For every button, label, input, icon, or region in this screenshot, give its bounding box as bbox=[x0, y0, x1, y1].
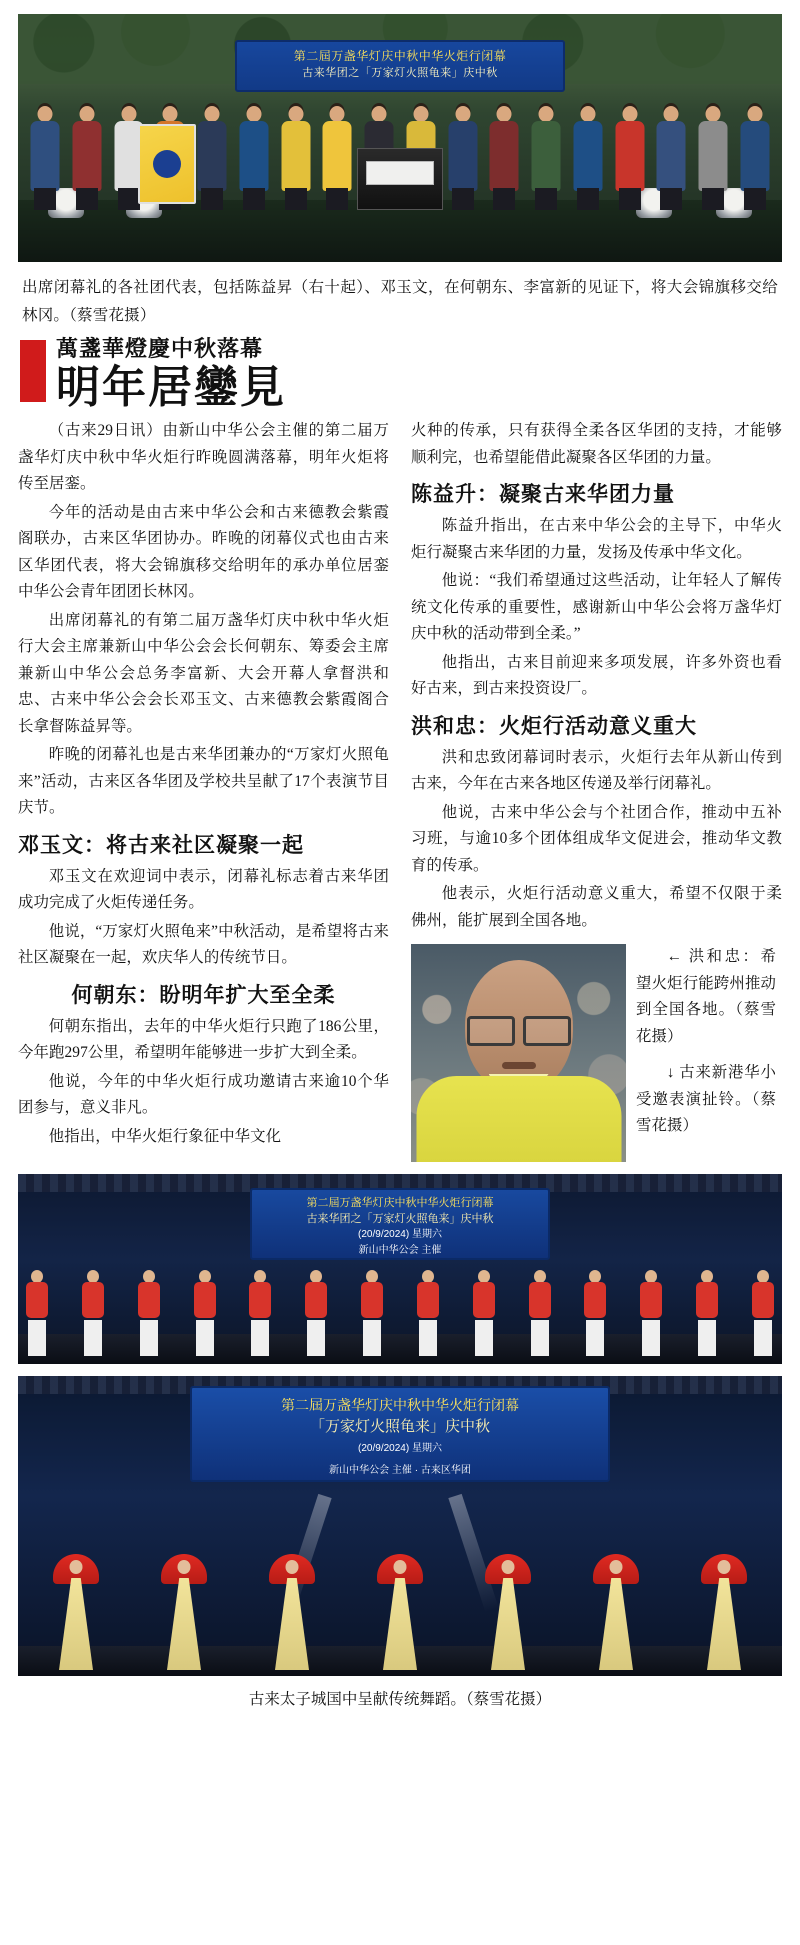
headline-red-bar bbox=[20, 340, 46, 402]
person bbox=[279, 106, 313, 210]
caption-top-photo: 出席闭幕礼的各社团代表，包括陈益昇（右十起）、邓玉文，在何朝东、李富新的见证下，将大会锦旗移交给林冈。（蔡雪花摄） bbox=[22, 279, 778, 324]
association-flag bbox=[138, 124, 196, 204]
person bbox=[237, 106, 271, 210]
stage-banner-bottom-line1: 第二屆万盏华灯庆中秋中华火炬行闭幕 bbox=[281, 1397, 519, 1413]
performer bbox=[80, 1270, 106, 1356]
performer bbox=[247, 1270, 273, 1356]
paragraph: 今年的活动是由古来中华公会和古来德教会紫霞阁联办，古来区华团协办。昨晚的闭幕仪式也由古来区华团代表，将大会锦旗移交给明年的承办单位居銮中华公会青年团团长林冈。 bbox=[18, 503, 389, 600]
paragraph: 他说，今年的中华火炬行成功邀请古来逾10个华团参与，意义非凡。 bbox=[18, 1072, 389, 1116]
dancers-row bbox=[22, 1550, 778, 1670]
performer bbox=[750, 1270, 776, 1356]
paragraph: （古来29日讯）由新山中华公会主催的第二届万盏华灯庆中秋中华火炬行昨晚圆满落幕，明年火炬将传至居銮。 bbox=[18, 422, 389, 492]
caption-hong-hezhong: ← 洪和忠：希望火炬行能跨州推动到全国各地。（蔡雪花摄） bbox=[636, 948, 776, 1045]
subheading-chen-yisheng: 陈益升：凝聚古来华团力量 bbox=[411, 482, 675, 506]
portrait-captions bbox=[636, 944, 776, 1150]
paragraph: 他说，古来中华公会与个社团合作，推动中五补习班，与逾10多个团体组成华文促进会，推动华文教育的传承。 bbox=[411, 803, 782, 874]
paragraph: 洪和忠致闭幕词时表示，火炬行去年从新山传到古来，今年在古来各地区传递及举行闭幕礼。 bbox=[411, 748, 782, 792]
paragraph: 他说，“万家灯火照龟来”中秋活动，是希望将古来社区凝聚在一起，欢庆华人的传统节日。 bbox=[18, 922, 389, 966]
performer bbox=[527, 1270, 553, 1356]
stage-banner-mid-line3: (20/9/2024) 星期六 bbox=[358, 1229, 442, 1240]
person bbox=[28, 106, 62, 210]
column-left bbox=[18, 418, 389, 1162]
stage-banner-top bbox=[235, 40, 565, 92]
stage-banner-bottom bbox=[190, 1386, 610, 1482]
dancer bbox=[53, 1558, 99, 1670]
caption-xingang-school: ↓ 古来新港华小受邀表演扯铃。（蔡雪花摄） bbox=[636, 1064, 776, 1134]
performer bbox=[303, 1270, 329, 1356]
person bbox=[529, 106, 563, 210]
person bbox=[446, 106, 480, 210]
photo-school-performance bbox=[18, 1174, 782, 1364]
dancer bbox=[485, 1558, 531, 1670]
performer bbox=[638, 1270, 664, 1356]
paragraph: 何朝东指出，去年的中华火炬行只跑了186公里，今年跑297公里，希望明年能够进一步扩大到全柔。 bbox=[18, 1017, 389, 1061]
page-title: 明年居鑾見 bbox=[56, 363, 286, 412]
subheading-hong-hezhong: 洪和忠：火炬行活动意义重大 bbox=[411, 713, 697, 738]
paragraph: 昨晚的闭幕礼也是古来华团兼办的“万家灯火照龟来”活动，古来区各华团及学校共呈献了17个表演节目庆节。 bbox=[18, 746, 389, 816]
performer bbox=[694, 1270, 720, 1356]
person bbox=[654, 106, 688, 210]
subheading-deng-yuwen: 邓玉文：将古来社区凝聚一起 bbox=[18, 832, 304, 857]
article-body bbox=[18, 418, 782, 1162]
dancer bbox=[161, 1558, 207, 1670]
dancer bbox=[269, 1558, 315, 1670]
dancer bbox=[593, 1558, 639, 1670]
headline-block bbox=[20, 336, 780, 412]
person bbox=[696, 106, 730, 210]
podium bbox=[357, 148, 443, 210]
performer bbox=[415, 1270, 441, 1356]
caption-bottom-photo: 古来太子城国中呈献传统舞蹈。（蔡雪花摄） bbox=[248, 1691, 552, 1708]
paragraph: 火种的传承，只有获得全柔各区华团的支持，才能够顺利完，也希望能借此凝聚各区华团的力量。 bbox=[411, 422, 782, 466]
stage-banner-bottom-line2: 「万家灯火照龟来」庆中秋 bbox=[309, 1418, 490, 1435]
photo-traditional-dance bbox=[18, 1376, 782, 1676]
performer bbox=[24, 1270, 50, 1356]
person bbox=[613, 106, 647, 210]
performer bbox=[582, 1270, 608, 1356]
stage-banner-bottom-line3: (20/9/2024) 星期六 bbox=[358, 1443, 442, 1454]
person bbox=[320, 106, 354, 210]
subheading-he-chaodong: 何朝东：盼明年扩大至全柔 bbox=[71, 982, 336, 1007]
paragraph: 陈益升指出，在古来中华公会的主导下，中华火炬行凝聚古来华团的力量，发扬及传承中华文化。 bbox=[411, 517, 782, 561]
performer bbox=[192, 1270, 218, 1356]
paragraph: 邓玉文在欢迎词中表示，闭幕礼标志着古来华团成功完成了火炬传递任务。 bbox=[18, 867, 389, 911]
paragraph: 他指出，中华火炬行象征中华文化 bbox=[48, 1127, 282, 1145]
paragraph: 他说：“我们希望通过这些活动，让年轻人了解传统文化传承的重要性，感谢新山中华公会将万盏华灯庆中秋的活动带到全柔。” bbox=[411, 572, 782, 642]
person bbox=[738, 106, 772, 210]
dancer bbox=[701, 1558, 747, 1670]
photo-hong-hezhong-portrait bbox=[411, 944, 626, 1162]
performer bbox=[471, 1270, 497, 1356]
performer bbox=[359, 1270, 385, 1356]
stage-banner-mid-line4: 新山中华公会 主催 bbox=[358, 1245, 442, 1256]
performer bbox=[136, 1270, 162, 1356]
stage-banner-bottom-line4: 新山中华公会 主催 · 古来区华团 bbox=[329, 1465, 471, 1476]
paragraph: 出席闭幕礼的有第二届万盏华灯庆中秋中华火炬行大会主席兼新山中华公会会长何朝东、筹委会主席兼新山中华公会总务李富新、大会开幕人拿督洪和忠、古来中华公会会长邓玉文、古来德教会紫霞阁合长拿督陈益昇等。 bbox=[18, 611, 389, 735]
headline-kicker: 萬盞華燈慶中秋落幕 bbox=[56, 336, 264, 361]
stage-banner-line2: 古来华团之「万家灯火照龟来」庆中秋 bbox=[302, 67, 498, 79]
person bbox=[195, 106, 229, 210]
person bbox=[487, 106, 521, 210]
paragraph: 他指出，古来目前迎来多项发展，许多外资也看好古来，到古来投资设厂。 bbox=[411, 653, 782, 697]
person bbox=[571, 106, 605, 210]
dancer bbox=[377, 1558, 423, 1670]
person bbox=[70, 106, 104, 210]
yellow-shirt bbox=[416, 1076, 621, 1162]
paragraph: 他表示，火炬行活动意义重大，希望不仅限于柔佛州，能扩展到全国各地。 bbox=[411, 885, 782, 929]
performers-row-mid bbox=[24, 1260, 776, 1356]
glasses-icon bbox=[467, 1016, 571, 1042]
stage-banner-line1: 第二屆万盏华灯庆中秋中华火炬行闭幕 bbox=[293, 49, 507, 63]
stage-banner-mid bbox=[250, 1188, 550, 1260]
column-right bbox=[411, 418, 782, 1162]
mouth bbox=[502, 1062, 536, 1069]
photo-opening-ceremony bbox=[18, 14, 782, 262]
portrait-photo-block bbox=[411, 944, 782, 1162]
stage-banner-mid-line2: 古来华团之「万家灯火照龟来」庆中秋 bbox=[306, 1213, 494, 1225]
stage-banner-mid-line1: 第二屆万盏华灯庆中秋中华火炬行闭幕 bbox=[306, 1197, 494, 1209]
